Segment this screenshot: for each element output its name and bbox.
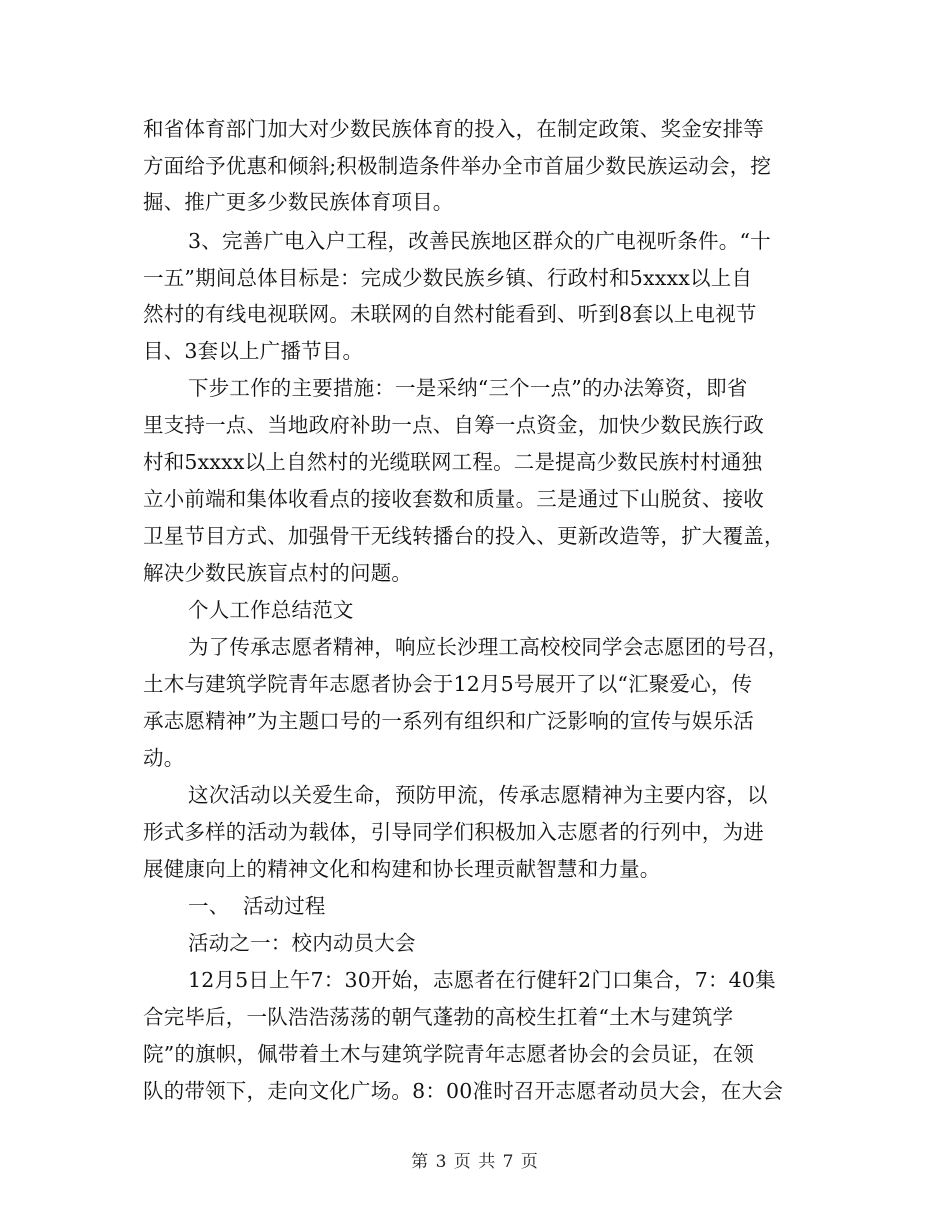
text-line: 展健康向上的精神文化和构建和协长理贡献智慧和力量。 — [143, 857, 661, 881]
text-line: 解决少数民族盲点村的问题。 — [143, 561, 413, 585]
text-line: 土木与建筑学院青年志愿者协会于12月5号展开了以“汇聚爱心，传 — [143, 672, 753, 696]
text-line: 12月5日上午7：30开始，志愿者在行健轩2门口集合，7：40集 — [188, 968, 776, 992]
text-line: 村和5xxxx以上自然村的光缆联网工程。二是提高少数民族村村通独 — [143, 450, 763, 474]
text-line: 为了传承志愿者精神，响应长沙理工高校校同学会志愿团的号召， — [188, 635, 789, 659]
section-heading: 个人工作总结范文 — [188, 598, 354, 622]
text-line: 这次活动以关爱生命，预防甲流，传承志愿精神为主要内容，以 — [188, 783, 768, 807]
text-line: 掘、推广更多少数民族体育项目。 — [143, 190, 454, 214]
section-heading: 一、 活动过程 — [188, 894, 326, 918]
page-number-footer: 第 3 页 共 7 页 — [411, 1152, 539, 1172]
text-line: 里支持一点、当地政府补助一点、自筹一点资金，加快少数民族行政 — [143, 413, 764, 437]
text-line: 承志愿精神”为主题口号的一系列有组织和广泛影响的宣传与娱乐活 — [143, 709, 754, 733]
text-line: 形式多样的活动为载体，引导同学们积极加入志愿者的行列中，为进 — [143, 820, 764, 844]
subsection-heading: 活动之一：校内动员大会 — [188, 931, 416, 955]
text-line: 和省体育部门加大对少数民族体育的投入，在制定政策、奖金安排等 — [143, 117, 764, 141]
text-line: 队的带领下，走向文化广场。8：00准时召开志愿者动员大会，在大会 — [143, 1079, 784, 1103]
text-line: 方面给予优惠和倾斜;积极制造条件举办全市首届少数民族运动会，挖 — [143, 154, 772, 178]
text-line: 一五”期间总体目标是：完成少数民族乡镇、行政村和5xxxx以上自 — [143, 266, 753, 290]
text-line: 3、完善广电入户工程，改善民族地区群众的广电视听条件。“十 — [188, 229, 771, 253]
text-line: 合完毕后，一队浩浩荡荡的朝气蓬勃的高校生扛着“土木与建筑学 — [143, 1005, 734, 1029]
text-line: 立小前端和集体收看点的接收套数和质量。三是通过下山脱贫、接收 — [143, 487, 764, 511]
text-line: 院”的旗帜，佩带着土木与建筑学院青年志愿者协会的会员证，在领 — [143, 1042, 754, 1066]
text-line: 下步工作的主要措施：一是采纳“三个一点”的办法筹资，即省 — [188, 376, 748, 400]
text-line: 目、3套以上广播节目。 — [143, 339, 364, 363]
text-line: 然村的有线电视联网。未联网的自然村能看到、听到8套以上电视节 — [143, 302, 757, 326]
text-line: 卫星节目方式、加强骨干无线转播台的投入、更新改造等，扩大覆盖， — [143, 524, 785, 548]
text-line: 动。 — [143, 746, 185, 770]
